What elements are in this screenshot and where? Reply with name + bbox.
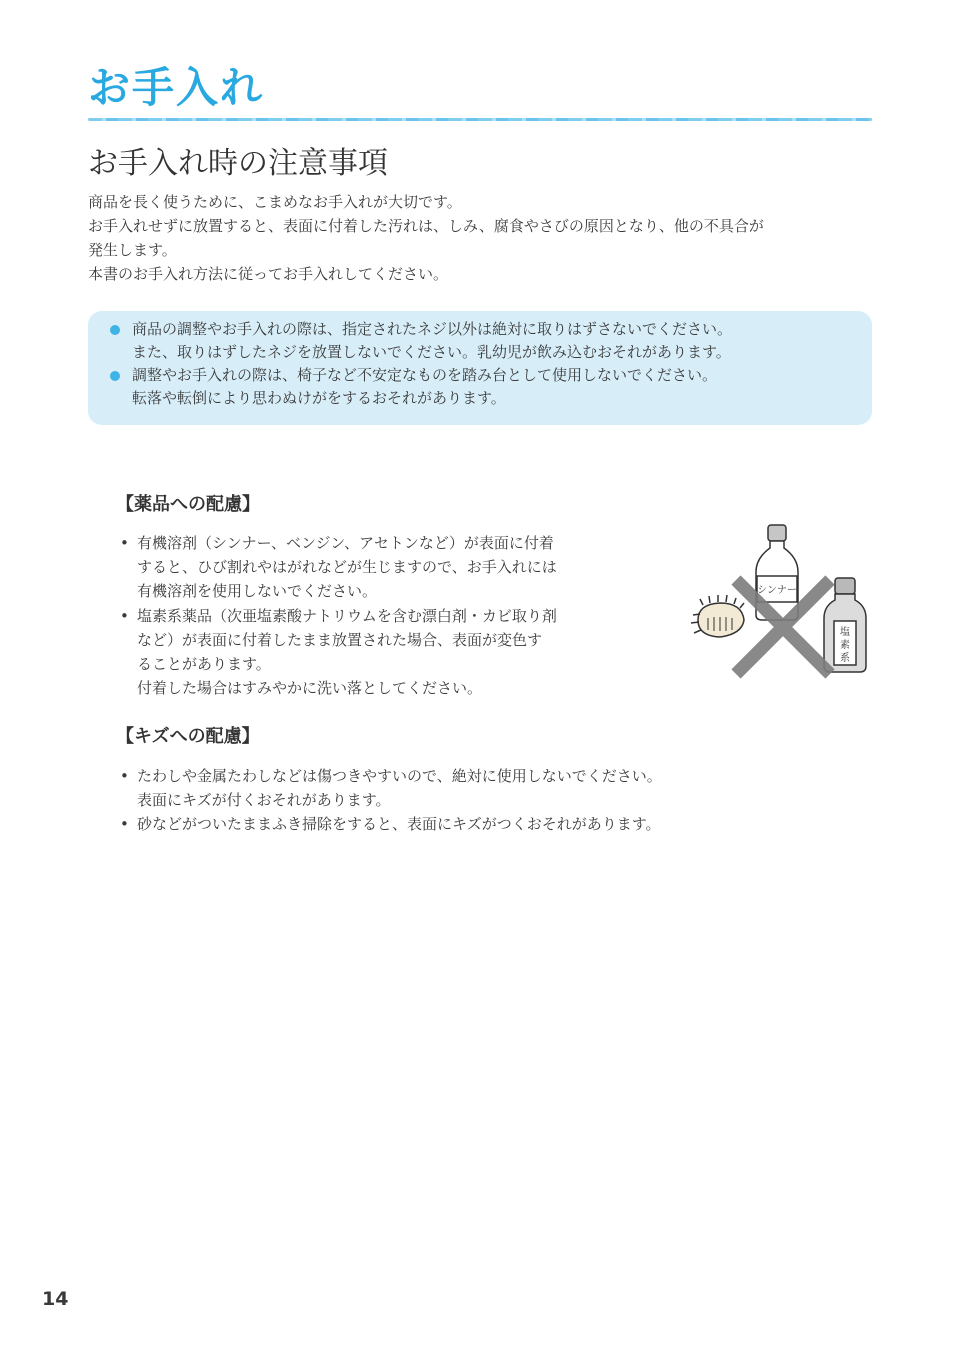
list-line: 砂などがついたままふき掃除をすると、表面にキズがつくおそれがあります。 xyxy=(137,815,661,834)
chlorine-label: 塩 xyxy=(840,627,850,638)
intro-paragraph xyxy=(88,190,888,286)
caution-box xyxy=(88,311,872,425)
thinner-label: シンナー xyxy=(757,585,797,596)
bullet-dot-icon: • xyxy=(120,767,129,785)
list-line: 付着した場合はすみやかに洗い落としてください。 xyxy=(137,679,483,698)
bullet-dot-icon: • xyxy=(120,606,129,625)
list-item xyxy=(120,604,557,701)
list-line: など）が表面に付着したまま放置された場合、表面が変色す xyxy=(137,630,543,649)
page-number: 14 xyxy=(42,1288,69,1310)
page-title: お手入れ xyxy=(88,63,265,112)
list-line: ることがあります。 xyxy=(137,655,271,674)
brush-icon xyxy=(691,595,744,637)
list-line: 有機溶剤を使用しないでください。 xyxy=(137,582,378,601)
chemicals-list xyxy=(120,531,557,700)
list-item xyxy=(120,812,662,836)
caution-item xyxy=(110,318,852,364)
intro-line: お手入れせずに放置すると、表面に付着した汚れは、しみ、腐食やさびの原因となり、他の不具合が xyxy=(88,217,764,235)
scratches-list xyxy=(120,764,662,837)
caution-item xyxy=(110,364,852,410)
chemicals-illustration xyxy=(688,520,878,685)
list-line: たわしや金属たわしなどは傷つきやすいので、絶対に使用しないでください。 xyxy=(137,767,662,785)
bullet-dot-icon: • xyxy=(120,534,129,552)
list-line: 塩素系薬品（次亜塩素酸ナトリウムを含む漂白剤・カビ取り剤 xyxy=(137,606,557,625)
caution-line: 調整やお手入れの際は、椅子など不安定なものを踏み台として使用しないでください。 xyxy=(132,366,718,384)
list-item xyxy=(120,764,662,812)
caution-line: また、取りはずしたネジを放置しないでください。乳幼児が飲み込むおそれがあります。 xyxy=(132,343,731,361)
chlorine-label: 系 xyxy=(840,653,850,664)
page-header xyxy=(88,62,872,121)
chemicals-heading: 【薬品への配慮】 xyxy=(116,494,260,515)
bullet-dot-icon: • xyxy=(120,815,129,834)
caution-line: 転落や転倒により思わぬけがをするおそれがあります。 xyxy=(132,389,506,407)
list-line: 有機溶剤（シンナー、ベンジン、アセトンなど）が表面に付着 xyxy=(137,534,554,552)
section-title: お手入れ時の注意事項 xyxy=(88,146,388,181)
list-line: すると、ひび割れやはがれなどが生じますので、お手入れには xyxy=(137,558,557,577)
bullet-dot-icon xyxy=(110,371,120,381)
list-item xyxy=(120,531,557,604)
caution-list xyxy=(110,318,852,410)
chlorine-label: 素 xyxy=(840,640,850,651)
list-line: 表面にキズが付くおそれがあります。 xyxy=(137,791,391,810)
chlorine-bottle-icon xyxy=(824,578,866,672)
caution-line: 商品の調整やお手入れの際は、指定されたネジ以外は絶対に取りはずさないでください。 xyxy=(132,320,733,338)
header-divider xyxy=(88,118,872,121)
intro-line: 商品を長く使うために、こまめなお手入れが大切です。 xyxy=(88,193,462,211)
intro-line: 本書のお手入れ方法に従ってお手入れしてください。 xyxy=(88,265,449,283)
scratches-heading: 【キズへの配慮】 xyxy=(116,726,260,747)
bullet-dot-icon xyxy=(110,325,120,335)
intro-line: 発生します。 xyxy=(88,241,177,259)
